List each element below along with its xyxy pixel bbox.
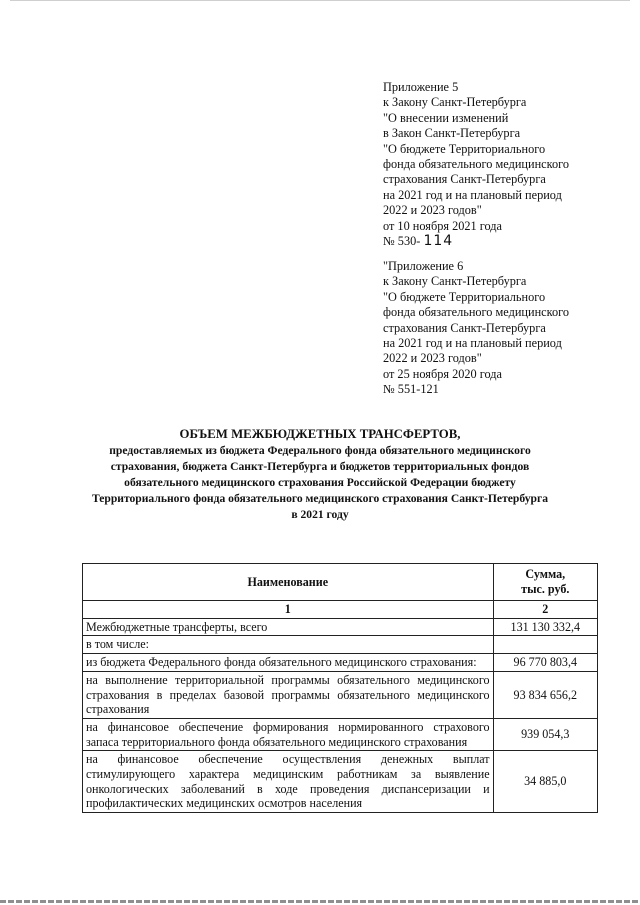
row-sum (493, 636, 597, 654)
row-name: на выполнение территориальной программы обязательного медицинского страхования в пределах базовой программы обязательного медицинского страхования (83, 671, 494, 718)
appendix-line: "О внесении изменений (383, 110, 509, 125)
appendix-line: 2022 и 2023 годов" (383, 203, 482, 218)
row-sum: 939 054,3 (493, 718, 597, 750)
subtitle-line: предоставляемых из бюджета Федерального фонда обязательного медицинского (109, 444, 531, 457)
row-name: на финансовое обеспечение формирования нормированного страхового запаса территориального фонда обязательного медицинского страхования (83, 718, 494, 750)
row-name: в том числе: (83, 636, 494, 654)
header-sum (493, 564, 597, 601)
row-name: Межбюджетные трансферты, всего (83, 618, 494, 636)
law-number (383, 234, 623, 249)
appendix-line: от 25 ноября 2020 года (383, 366, 503, 381)
table-row (83, 618, 598, 636)
row-name: на финансовое обеспечение осуществления денежных выплат стимулирующего характера медицинским работникам за выявление онкологических заболеваний в ходе проведения диспансеризации и профилактических медицинских осмотров населения (83, 751, 494, 813)
row-name: из бюджета Федерального фонда обязательного медицинского страхования: (83, 654, 494, 672)
row-sum: 34 885,0 (493, 751, 597, 813)
appendix-line: страхования Санкт-Петербурга (383, 320, 546, 335)
top-border-line (10, 0, 630, 1)
appendix-line: от 10 ноября 2021 года (383, 218, 503, 233)
table-header-row (83, 564, 598, 601)
appendix-line: на 2021 год и на плановый период (383, 187, 562, 202)
row-sum: 131 130 332,4 (493, 618, 597, 636)
table-row (83, 654, 598, 672)
column-number: 1 (83, 601, 494, 619)
appendix-line: к Закону Санкт-Петербурга (383, 95, 527, 110)
table-row (83, 671, 598, 718)
main-title: ОБЪЕМ МЕЖБЮДЖЕТНЫХ ТРАНСФЕРТОВ, (179, 427, 461, 441)
appendix-line: к Закону Санкт-Петербурга (383, 274, 527, 289)
column-number: 2 (493, 601, 597, 619)
law-number-handwritten: 114 (423, 233, 454, 250)
table-row (83, 718, 598, 750)
row-sum: 93 834 656,2 (493, 671, 597, 718)
appendix-line: на 2021 год и на плановый период (383, 336, 562, 351)
appendix-line: 2022 и 2023 годов" (383, 351, 482, 366)
subtitle-line: в 2021 году (291, 508, 349, 521)
document-title (40, 426, 600, 523)
subtitle-line: страхования, бюджета Санкт-Петербурга и бюджетов территориальных фондов (110, 460, 530, 473)
table-row (83, 751, 598, 813)
header-sum-line: Сумма, (525, 567, 566, 582)
appendix-5-header (383, 80, 623, 249)
header-sum-line: тыс. руб. (521, 582, 570, 596)
table-row (83, 636, 598, 654)
appendix-line: "О бюджете Территориального (383, 289, 546, 304)
column-number-row (83, 601, 598, 619)
subtitle-line: обязательного медицинского страхования Российской Федерации бюджету (124, 476, 516, 489)
appendix-line: "О бюджете Территориального (383, 141, 546, 156)
appendix-line: в Закон Санкт-Петербурга (383, 126, 521, 141)
appendix-line: фонда обязательного медицинского (383, 157, 570, 172)
header-name: Наименование (83, 564, 494, 601)
law-number-prefix: № 530- (383, 234, 421, 249)
appendix-line: "Приложение 6 (383, 259, 464, 273)
appendix-line: Приложение 5 (383, 80, 459, 94)
bottom-scan-edge (0, 900, 640, 903)
appendix-line: фонда обязательного медицинского (383, 305, 570, 320)
transfers-table (82, 563, 598, 813)
appendix-line: страхования Санкт-Петербурга (383, 172, 546, 187)
appendix-6-header (383, 259, 623, 398)
row-sum: 96 770 803,4 (493, 654, 597, 672)
subtitle-line: Территориального фонда обязательного медицинского страхования Санкт-Петербурга (91, 492, 549, 505)
appendix-line: № 551-121 (383, 382, 439, 397)
